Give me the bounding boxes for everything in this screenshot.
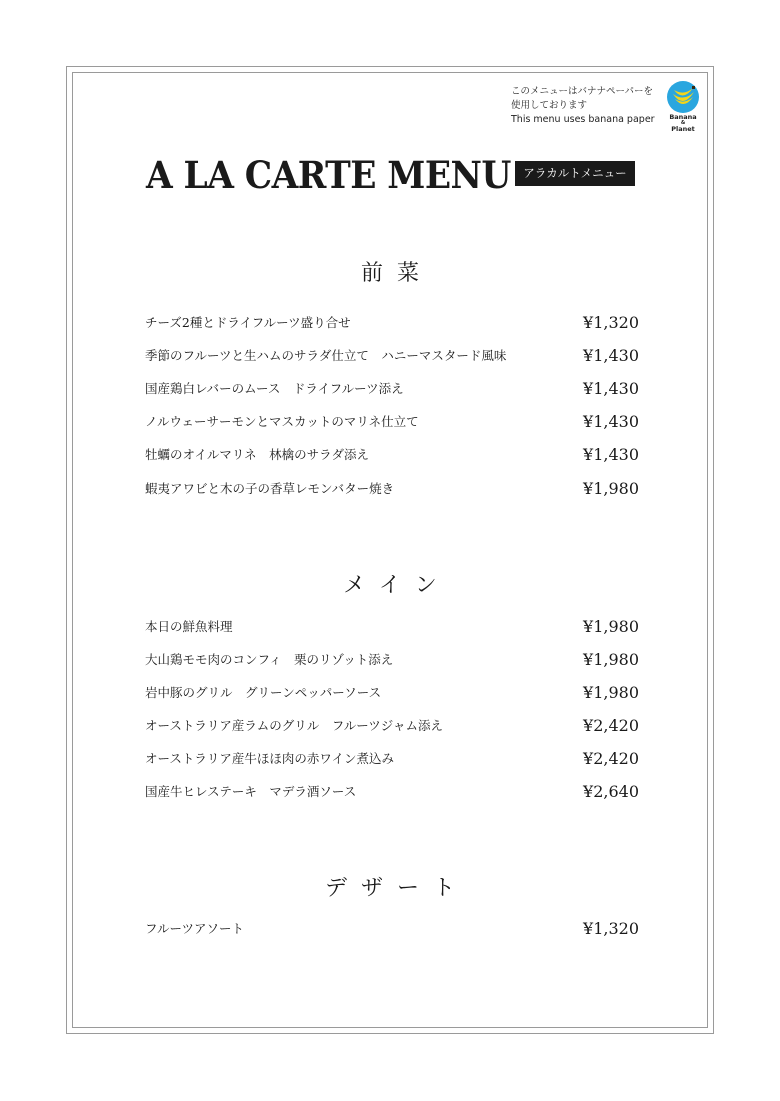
menu-item xyxy=(145,782,639,802)
banana-planet-logo xyxy=(663,80,703,136)
menu-title: A LA CARTE MENU xyxy=(146,153,511,197)
notice-line-3: This menu uses banana paper xyxy=(511,114,655,125)
menu-item-price: ¥1,430 xyxy=(583,445,639,464)
logo-line-3: Planet xyxy=(671,125,695,133)
menu-item-price: ¥2,420 xyxy=(583,716,639,735)
menu-item xyxy=(145,617,639,637)
menu-item-price: ¥1,430 xyxy=(583,412,639,431)
menu-item xyxy=(145,445,639,465)
logo-line-1: Banana xyxy=(669,113,697,121)
menu-item-price: ¥1,320 xyxy=(583,313,639,332)
menu-item xyxy=(145,716,639,736)
banana-paper-notice xyxy=(511,85,671,127)
notice-line-2: 使用しております xyxy=(511,100,588,111)
section-heading-dessert: デザート xyxy=(324,876,469,901)
section-heading-main: メイン xyxy=(343,573,451,598)
notice-line-1: このメニューはバナナペーパーを xyxy=(511,86,654,97)
menu-item-price: ¥1,430 xyxy=(583,379,639,398)
menu-item xyxy=(145,412,639,432)
menu-item xyxy=(145,379,639,399)
menu-item-price: ¥1,980 xyxy=(583,650,639,669)
logo-wordmark xyxy=(663,114,703,133)
menu-item-name: ノルウェーサーモンとマスカットのマリネ仕立て xyxy=(145,414,419,429)
menu-item-name: 国産牛ヒレステーキ マデラ酒ソース xyxy=(145,784,357,799)
menu-item-name: 季節のフルーツと生ハムのサラダ仕立て ハニーマスタード風味 xyxy=(145,348,507,363)
menu-item-name: 本日の鮮魚料理 xyxy=(145,619,233,634)
menu-item-price: ¥1,430 xyxy=(583,346,639,365)
menu-item-price: ¥1,980 xyxy=(583,683,639,702)
menu-item-price: ¥1,980 xyxy=(583,479,639,498)
menu-item xyxy=(145,919,639,939)
menu-item-name: オーストラリア産牛ほほ肉の赤ワイン煮込み xyxy=(145,751,395,766)
menu-item-name: 国産鶏白レバーのムース ドライフルーツ添え xyxy=(145,381,404,396)
menu-item xyxy=(145,683,639,703)
menu-subtitle-badge: アラカルトメニュー xyxy=(515,161,635,186)
menu-item xyxy=(145,346,639,366)
menu-item-name: フルーツアソート xyxy=(145,921,245,936)
menu-item xyxy=(145,749,639,769)
menu-item-name: 岩中豚のグリル グリーンペッパーソース xyxy=(145,685,382,700)
menu-item-name: 蝦夷アワビと木の子の香草レモンバター焼き xyxy=(145,481,395,496)
menu-item-name: チーズ2種とドライフルーツ盛り合せ xyxy=(145,315,351,330)
menu-item-name: 大山鶏モモ肉のコンフィ 栗のリゾット添え xyxy=(145,652,394,667)
banana-icon xyxy=(663,80,703,114)
logo-line-2: & xyxy=(680,120,686,126)
menu-item xyxy=(145,313,639,333)
menu-item-name: 牡蠣のオイルマリネ 林檎のサラダ添え xyxy=(145,447,370,462)
section-heading-appetizers: 前菜 xyxy=(360,261,433,286)
menu-item-price: ¥2,420 xyxy=(583,749,639,768)
menu-item-name: オーストラリア産ラムのグリル フルーツジャム添え xyxy=(145,718,444,733)
menu-item-price: ¥2,640 xyxy=(583,782,639,801)
menu-item-price: ¥1,320 xyxy=(583,919,639,938)
menu-item xyxy=(145,479,639,499)
menu-item-price: ¥1,980 xyxy=(583,617,639,636)
menu-item xyxy=(145,650,639,670)
